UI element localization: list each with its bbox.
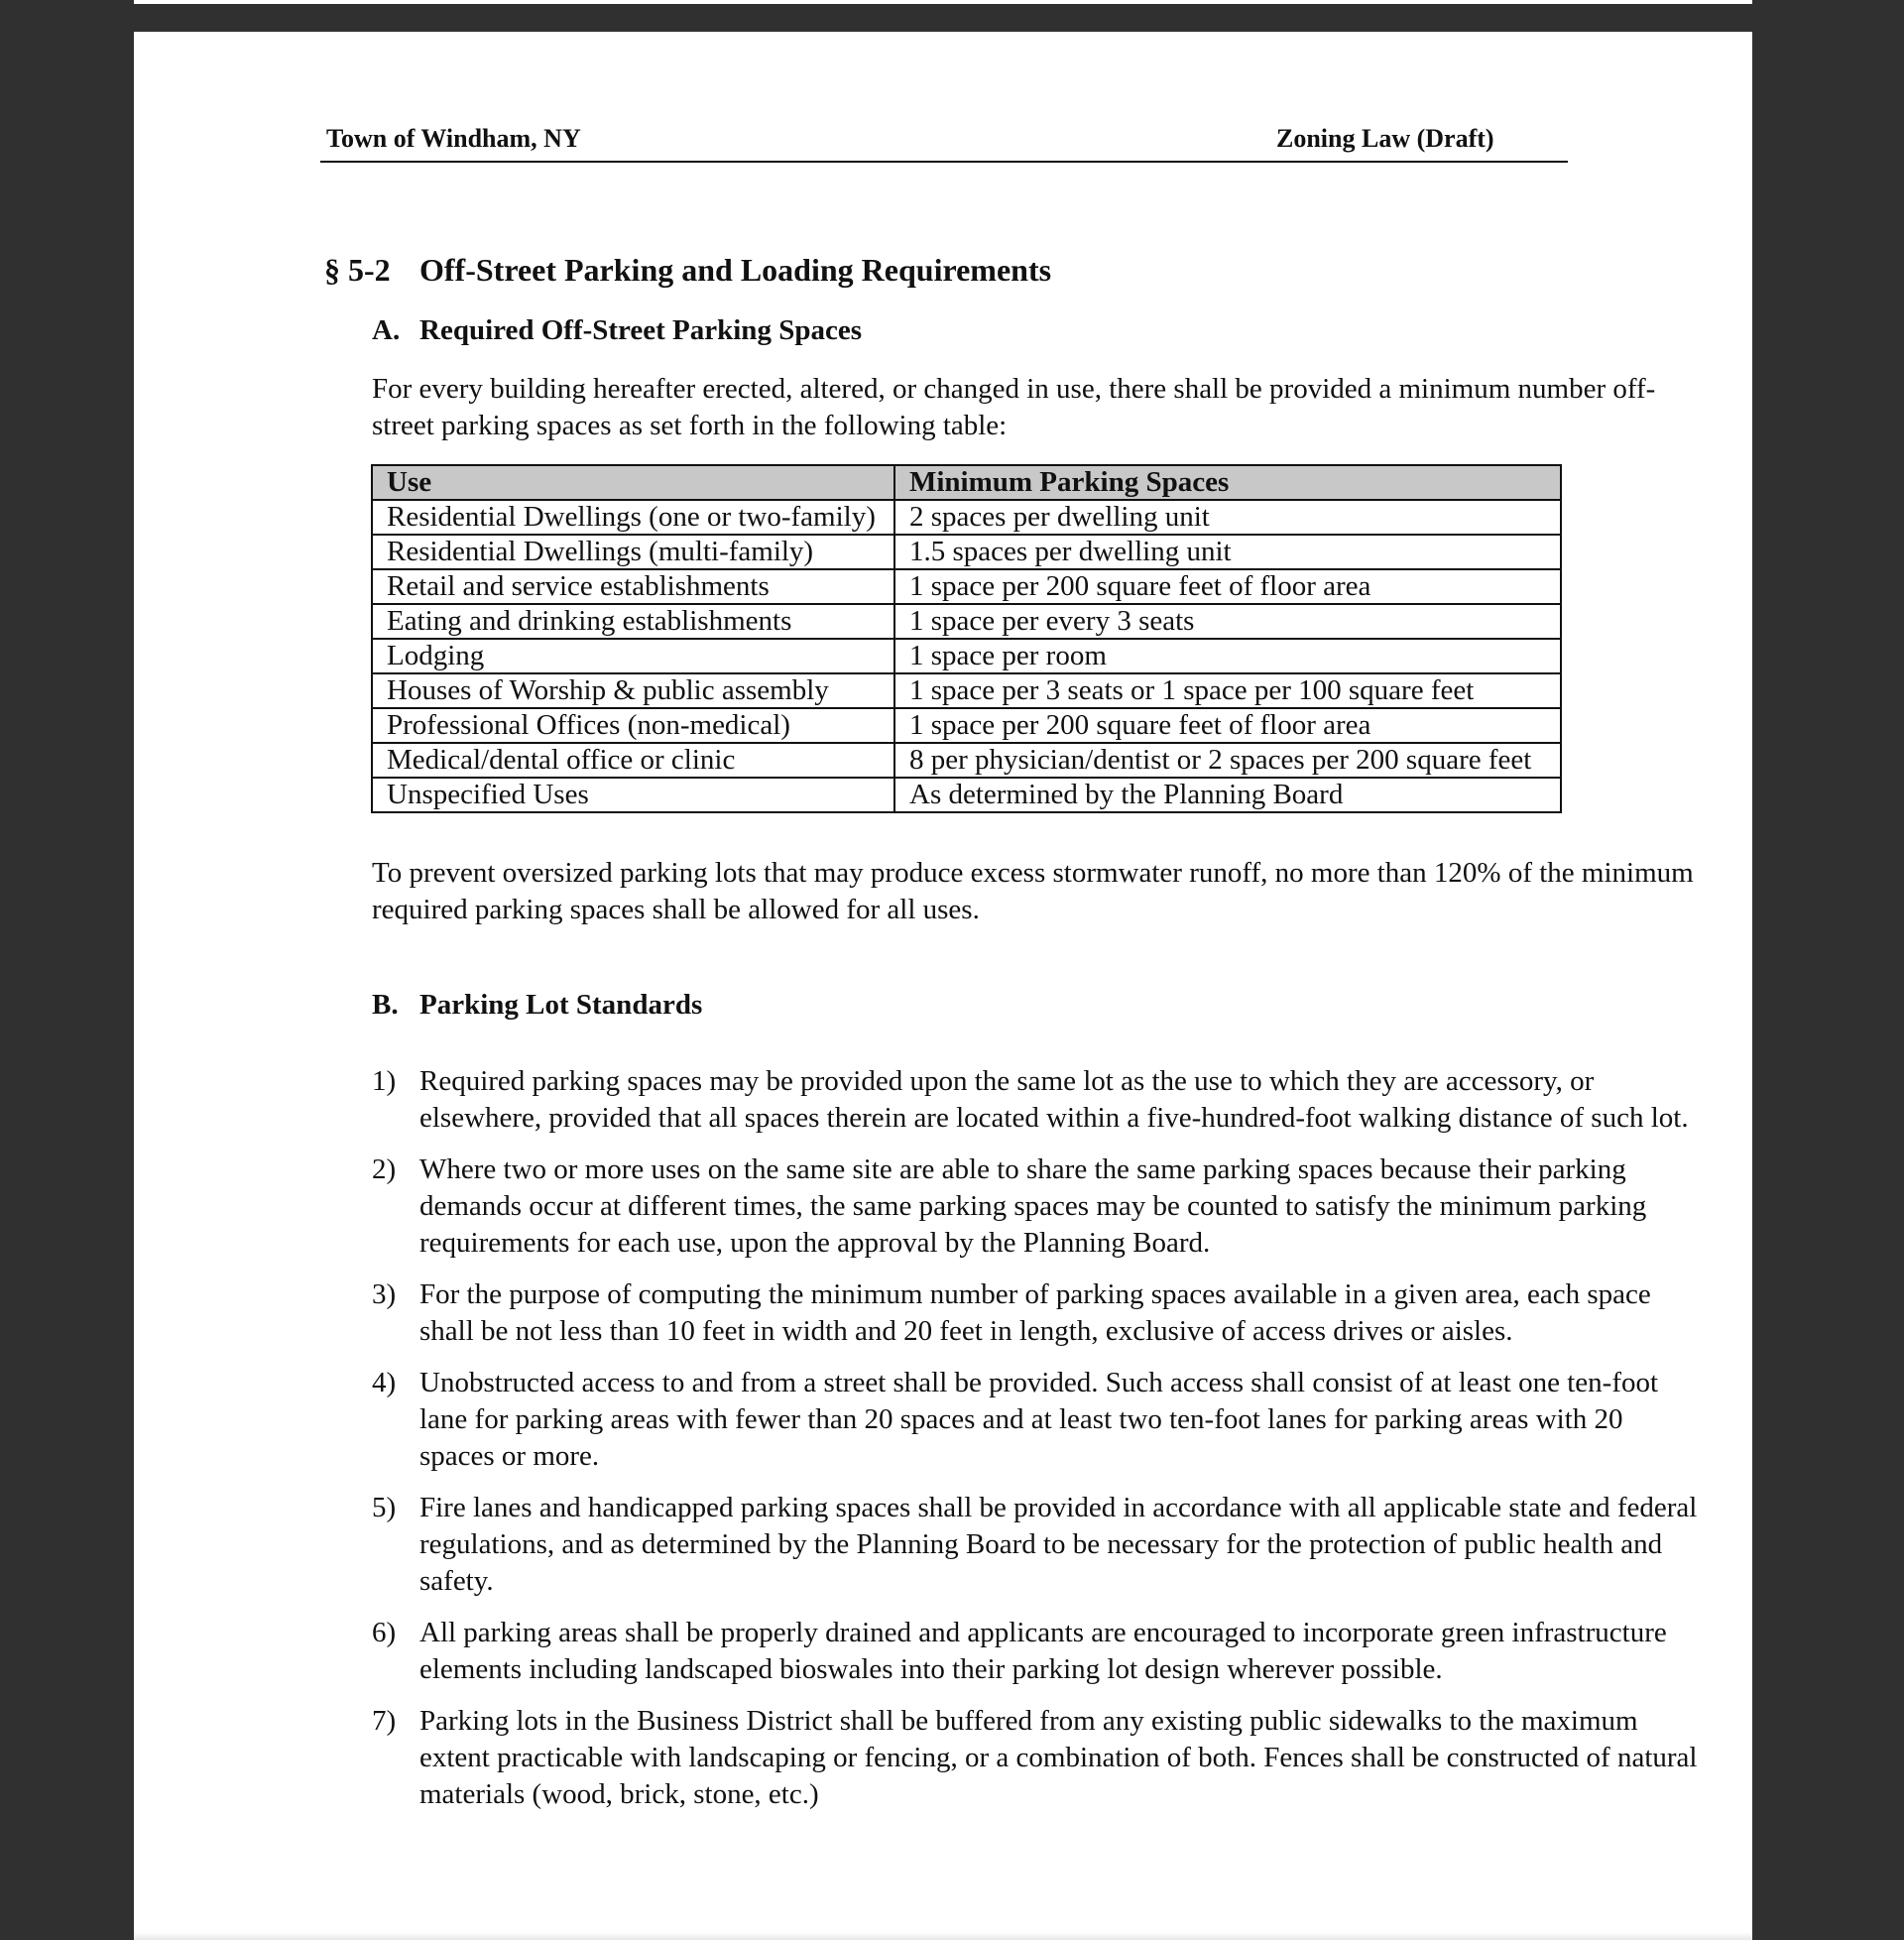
list-item-number: 5) [372, 1492, 397, 1523]
table-row [372, 500, 1561, 535]
table-row [372, 535, 1561, 569]
cell-use: Residential Dwellings (multi-family) [372, 535, 894, 569]
subsection-b-letter: B. [372, 989, 399, 1021]
cell-minimum-parking: 8 per physician/dentist or 2 spaces per 200 square feet [894, 743, 1561, 778]
parking-requirements-table [371, 464, 1562, 813]
table-row [372, 639, 1561, 673]
intro-paragraph: For every building hereafter erected, altered, or changed in use, there shall be provided a minimum number off-street parking spaces as set forth in the following table: [372, 373, 1656, 441]
parking-lot-standards-list [372, 1063, 1701, 1828]
list-item-text: Fire lanes and handicapped parking spaces shall be provided in accordance with all applicable state and federal regulations, and as determined by the Planning Board to be necessary for the protection of public health and safety. [419, 1492, 1698, 1597]
table-body [372, 500, 1561, 812]
page-bottom-edge [134, 1932, 1752, 1940]
header-use: Use [372, 465, 894, 500]
list-item [372, 1063, 1701, 1137]
list-item [372, 1703, 1701, 1813]
list-item-text: All parking areas shall be properly drained and applicants are encouraged to incorporate green infrastructure elements including landscaped bioswales into their parking lot design wherever possible. [419, 1617, 1667, 1685]
list-item [372, 1152, 1701, 1262]
cell-minimum-parking: 1 space per 3 seats or 1 space per 100 square feet [894, 673, 1561, 708]
cell-minimum-parking: 1 space per 200 square feet of floor area [894, 569, 1561, 604]
table-row [372, 673, 1561, 708]
cell-use: Houses of Worship & public assembly [372, 673, 894, 708]
cell-minimum-parking: As determined by the Planning Board [894, 778, 1561, 812]
subsection-b-heading [372, 989, 702, 1022]
section-heading [324, 252, 1051, 289]
running-header [320, 123, 1568, 163]
previous-page-edge [134, 0, 1752, 4]
list-item-number: 7) [372, 1705, 397, 1737]
list-item-number: 1) [372, 1065, 397, 1097]
header-minimum-parking: Minimum Parking Spaces [894, 465, 1561, 500]
stormwater-paragraph: To prevent oversized parking lots that may produce excess stormwater runoff, no more than 120% of the minimum required parking spaces shall be allowed for all uses. [372, 857, 1694, 925]
cell-use: Medical/dental office or clinic [372, 743, 894, 778]
section-title: Off-Street Parking and Loading Requirements [419, 252, 1052, 288]
list-item [372, 1490, 1701, 1600]
table-row [372, 604, 1561, 639]
table-header-row [372, 465, 1561, 500]
list-item-number: 4) [372, 1367, 397, 1398]
list-item-text: Required parking spaces may be provided upon the same lot as the use to which they are accessory, or elsewhere, provided that all spaces therein are located within a five-hundred-foot walking distance of such lot. [419, 1065, 1689, 1134]
list-item-text: Parking lots in the Business District shall be buffered from any existing public sidewalks to the maximum extent practicable with landscaping or fencing, or a combination of both. Fences shall be constructed of natural materials (wood, brick, stone, etc.) [419, 1705, 1698, 1810]
cell-use: Unspecified Uses [372, 778, 894, 812]
section-number: § 5-2 [324, 252, 391, 288]
list-item-number: 3) [372, 1278, 397, 1310]
list-item-text: Unobstructed access to and from a street shall be provided. Such access shall consist of at least one ten-foot lane for parking areas with fewer than 20 spaces and at least two ten-foot lanes for parking areas with 20 spaces or more. [419, 1367, 1659, 1472]
cell-minimum-parking: 1 space per every 3 seats [894, 604, 1561, 639]
cell-use: Residential Dwellings (one or two-family) [372, 500, 894, 535]
table-row [372, 778, 1561, 812]
subsection-a-title: Required Off-Street Parking Spaces [419, 314, 862, 346]
cell-minimum-parking: 1 space per room [894, 639, 1561, 673]
header-town: Town of Windham, NY [326, 124, 581, 153]
list-item-text: For the purpose of computing the minimum number of parking spaces available in a given area, each space shall be not less than 10 feet in width and 20 feet in length, exclusive of access drives or aisles. [419, 1278, 1651, 1347]
list-item-text: Where two or more uses on the same site are able to share the same parking spaces because their parking demands occur at different times, the same parking spaces may be counted to satisfy the minimum parking requirements for each use, upon the approval by the Planning Board. [419, 1153, 1647, 1259]
cell-use: Retail and service establishments [372, 569, 894, 604]
subsection-a-heading [372, 314, 862, 347]
table-row [372, 708, 1561, 743]
cell-minimum-parking: 2 spaces per dwelling unit [894, 500, 1561, 535]
cell-minimum-parking: 1 space per 200 square feet of floor area [894, 708, 1561, 743]
subsection-a-letter: A. [372, 314, 401, 346]
document-page [134, 32, 1752, 1940]
list-item [372, 1276, 1701, 1350]
cell-use: Eating and drinking establishments [372, 604, 894, 639]
list-item [372, 1615, 1701, 1688]
cell-use: Lodging [372, 639, 894, 673]
cell-minimum-parking: 1.5 spaces per dwelling unit [894, 535, 1561, 569]
cell-use: Professional Offices (non-medical) [372, 708, 894, 743]
list-item-number: 6) [372, 1617, 397, 1648]
subsection-b-title: Parking Lot Standards [419, 989, 703, 1021]
table-row [372, 743, 1561, 778]
list-item [372, 1365, 1701, 1475]
list-item-number: 2) [372, 1153, 397, 1185]
header-document-title: Zoning Law (Draft) [1276, 124, 1494, 153]
table-row [372, 569, 1561, 604]
